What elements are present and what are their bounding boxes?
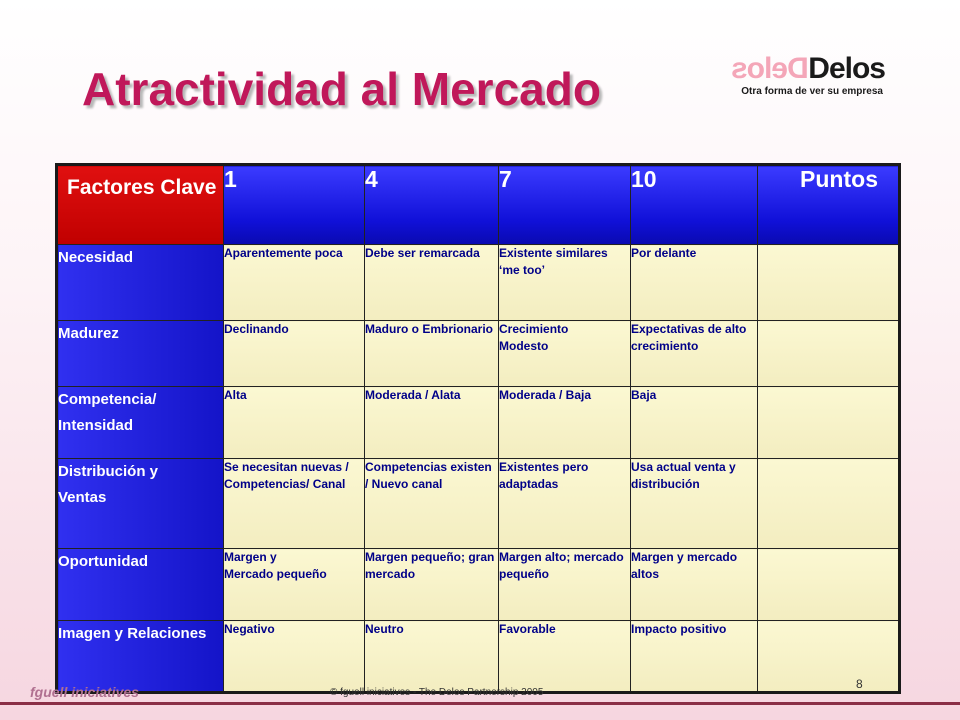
factor-label: Imagen y Relaciones — [57, 621, 224, 693]
logo-tagline: Otra forma de ver su empresa — [741, 86, 883, 97]
table-row — [57, 549, 900, 621]
header-puntos: Puntos — [758, 165, 900, 245]
table-row — [57, 245, 900, 321]
score-cell: Aparentemente poca — [224, 245, 365, 321]
points-cell — [758, 387, 900, 459]
factor-label: Distribución y Ventas — [57, 459, 224, 549]
points-cell — [758, 549, 900, 621]
table-row — [57, 621, 900, 693]
score-cell: Margen y mercado altos — [631, 549, 758, 621]
score-cell: Neutro — [365, 621, 499, 693]
score-cell: Existentes pero adaptadas — [499, 459, 631, 549]
table-header-row — [57, 165, 900, 245]
score-cell: Impacto positivo — [631, 621, 758, 693]
logo-mirror-text: Delos — [731, 52, 809, 85]
logo-main-text: Delos — [808, 52, 885, 85]
points-cell — [758, 621, 900, 693]
delos-logo — [705, 52, 885, 102]
table-row — [57, 459, 900, 549]
table-row — [57, 387, 900, 459]
factor-label: Competencia/ Intensidad — [57, 387, 224, 459]
score-cell: Maduro o Embrionario — [365, 321, 499, 387]
score-cell: Debe ser remarcada — [365, 245, 499, 321]
header-factores-clave: Factores Clave — [57, 165, 224, 245]
score-cell: Alta — [224, 387, 365, 459]
score-cell: Crecimiento Modesto — [499, 321, 631, 387]
score-cell: Favorable — [499, 621, 631, 693]
score-cell: Por delante — [631, 245, 758, 321]
score-cell: Existente similares ‘me too’ — [499, 245, 631, 321]
score-cell: Baja — [631, 387, 758, 459]
footer-copyright: © fguell iniciatives - The Delos Partnership 2005 — [330, 687, 544, 698]
header-score-1: 1 — [224, 165, 365, 245]
factor-label: Oportunidad — [57, 549, 224, 621]
score-cell: Margen pequeño; gran mercado — [365, 549, 499, 621]
score-cell: Moderada / Alata — [365, 387, 499, 459]
table-row — [57, 321, 900, 387]
score-cell: Expectativas de alto crecimiento — [631, 321, 758, 387]
factor-label: Madurez — [57, 321, 224, 387]
points-cell — [758, 245, 900, 321]
score-cell: Negativo — [224, 621, 365, 693]
points-cell — [758, 459, 900, 549]
factor-label: Necesidad — [57, 245, 224, 321]
header-score-4: 4 — [365, 165, 499, 245]
market-attractiveness-table — [55, 163, 901, 694]
footer-brand: fguell iniciatives — [30, 684, 139, 700]
footer-rule — [0, 702, 960, 705]
slide-title: Atractividad al Mercado — [82, 63, 601, 115]
page-number: 8 — [856, 677, 863, 691]
score-cell: Declinando — [224, 321, 365, 387]
score-cell: Margen y Mercado pequeño — [224, 549, 365, 621]
header-score-7: 7 — [499, 165, 631, 245]
score-cell: Usa actual venta y distribución — [631, 459, 758, 549]
points-cell — [758, 321, 900, 387]
score-cell: Margen alto; mercado pequeño — [499, 549, 631, 621]
header-score-10: 10 — [631, 165, 758, 245]
score-cell: Se necesitan nuevas / Competencias/ Canal — [224, 459, 365, 549]
score-cell: Competencias existen / Nuevo canal — [365, 459, 499, 549]
score-cell: Moderada / Baja — [499, 387, 631, 459]
